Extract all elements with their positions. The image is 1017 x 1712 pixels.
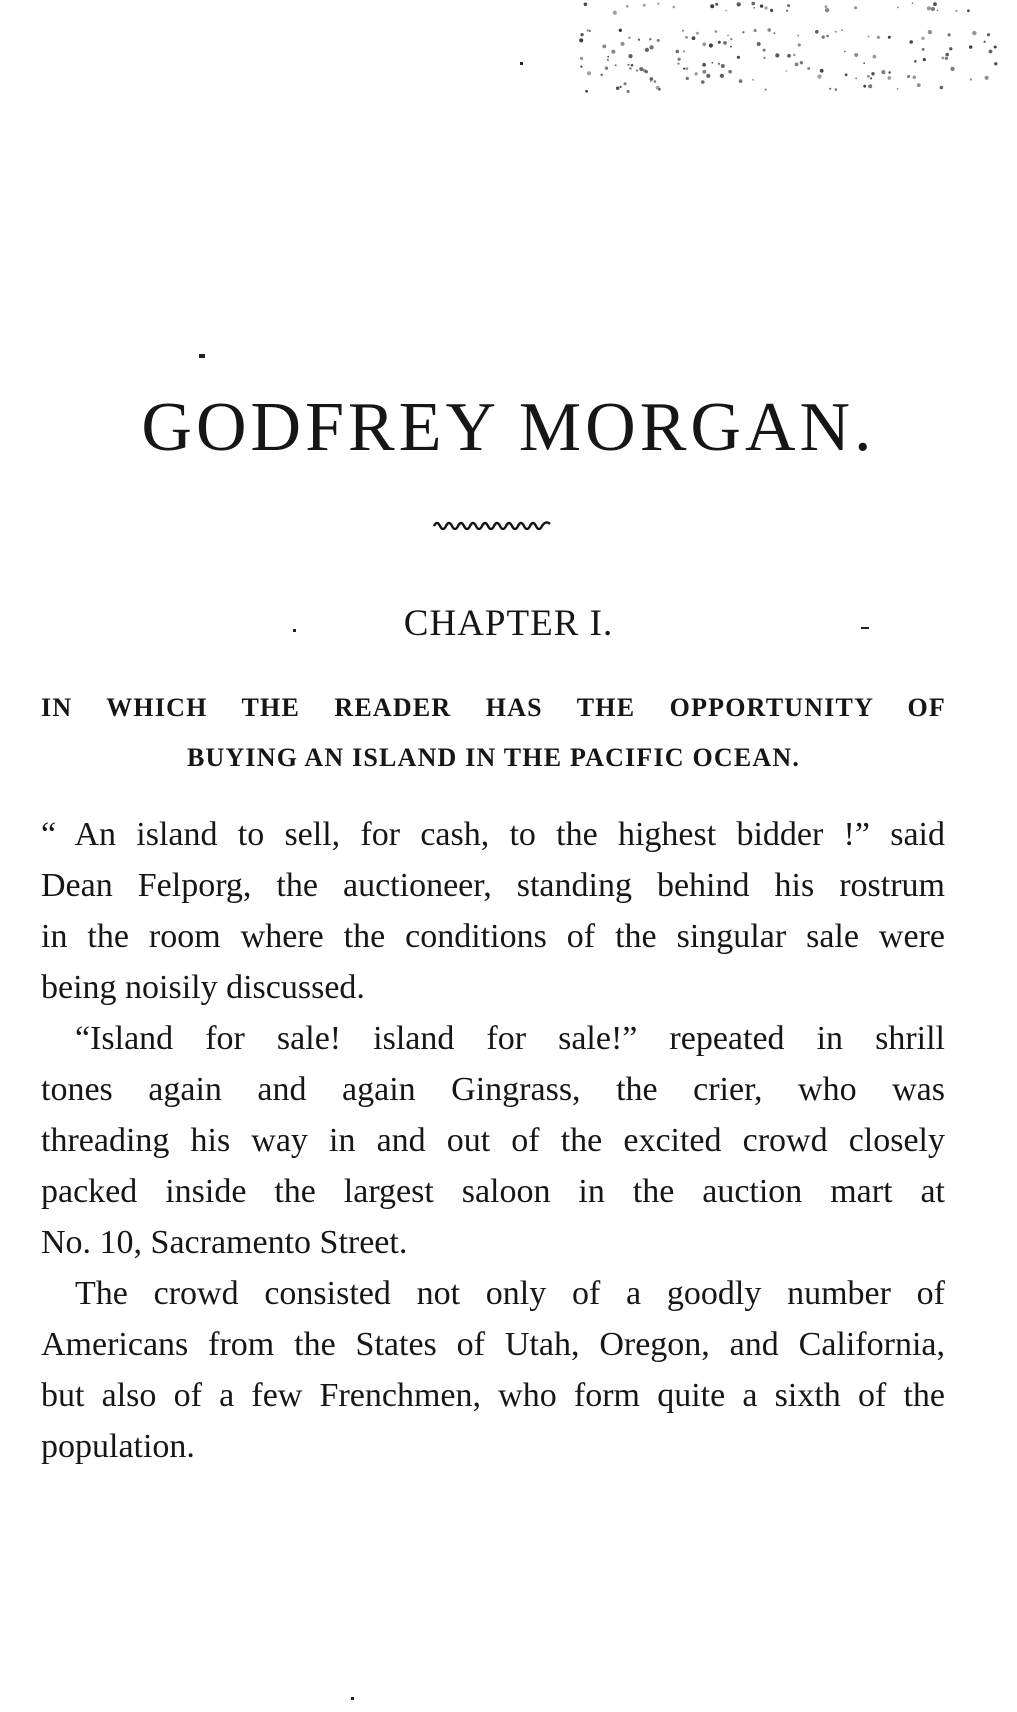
stamp-perforation — [643, 4, 646, 7]
stamp-perforation — [710, 4, 714, 8]
body-line: but also of a few Frenchmen, who form quite a sixth of the — [41, 1377, 945, 1414]
stamp-perforation — [825, 8, 829, 12]
body-line: No. 10, Sacramento Street. — [41, 1224, 408, 1261]
stamp-perforation — [673, 6, 676, 9]
stamp-perforation — [985, 76, 989, 80]
stamp-perforation — [765, 6, 768, 9]
body-line: tones again and again Gingrass, the crier, who was — [41, 1071, 945, 1108]
body-line: Americans from the States of Utah, Oregon, and California, — [41, 1326, 945, 1363]
stamp-perforation — [786, 10, 788, 12]
stamp-perforation — [580, 57, 583, 60]
stamp-perforation — [984, 41, 986, 43]
stamp-perforation — [897, 7, 899, 9]
stamp-perforation — [584, 3, 588, 7]
chapter-heading: CHAPTER I. — [403, 603, 614, 644]
stamp-perforation — [854, 6, 857, 9]
stamp-perforation — [937, 10, 939, 12]
stamp-perforation — [787, 4, 790, 7]
stamp-perforation — [933, 2, 937, 6]
stamp-perforation — [751, 2, 755, 6]
stamp-perforation — [970, 78, 972, 80]
body-line: population. — [41, 1428, 195, 1465]
stamp-perforation — [972, 31, 976, 35]
body-line: threading his way in and out of the excited crowd closely — [41, 1122, 945, 1159]
chapter-subtitle-line-1: IN WHICH THE READER HAS THE OPPORTUNITY OF — [41, 693, 946, 722]
stamp-perforation — [994, 46, 997, 49]
book-title: GODFREY MORGAN. — [141, 389, 876, 466]
stamp-perforation — [715, 3, 718, 6]
stamp-perforation — [994, 62, 997, 65]
stray-mark — [351, 1697, 354, 1700]
body-line: “Island for sale! island for sale!” repeated in shrill — [75, 1020, 945, 1057]
stamp-perforation — [955, 10, 957, 12]
stamp-perforation — [927, 6, 931, 10]
body-line: packed inside the largest saloon in the auction mart at — [41, 1173, 945, 1210]
stamp-perforation — [581, 33, 584, 36]
wavy-ornament — [432, 518, 552, 530]
body-line: The crowd consisted not only of a goodly number of — [75, 1275, 945, 1312]
stray-mark — [520, 62, 523, 65]
body-line: being noisily discussed. — [41, 969, 365, 1006]
library-stamp — [575, 0, 1005, 100]
stamp-perforation — [657, 3, 659, 5]
body-line: in the room where the conditions of the singular sale were — [41, 918, 945, 955]
stamp-perforation — [760, 4, 763, 7]
stamp-perforation — [931, 7, 935, 11]
stamp-perforation — [987, 33, 990, 36]
stamp-perforation — [579, 38, 583, 42]
stamp-perforation — [989, 50, 993, 54]
stamp-perforation — [626, 5, 629, 8]
stray-mark — [199, 354, 205, 358]
stamp-perforation — [725, 10, 727, 12]
stamp-perforation — [580, 66, 582, 68]
stamp-perforation — [912, 2, 914, 4]
stamp-perforation — [737, 2, 741, 6]
body-line: “ An island to sell, for cash, to the highest bidder !” said — [41, 816, 945, 853]
stamp-perforation — [825, 5, 828, 8]
stamp-perforation — [613, 11, 617, 15]
chapter-subtitle-line-2: BUYING AN ISLAND IN THE PACIFIC OCEAN. — [186, 743, 801, 772]
stamp-perforation — [753, 7, 755, 9]
body-line: Dean Felporg, the auctioneer, standing behind his rostrum — [41, 867, 945, 904]
stamp-perforation — [770, 9, 773, 12]
stamp-perforation — [967, 9, 970, 12]
